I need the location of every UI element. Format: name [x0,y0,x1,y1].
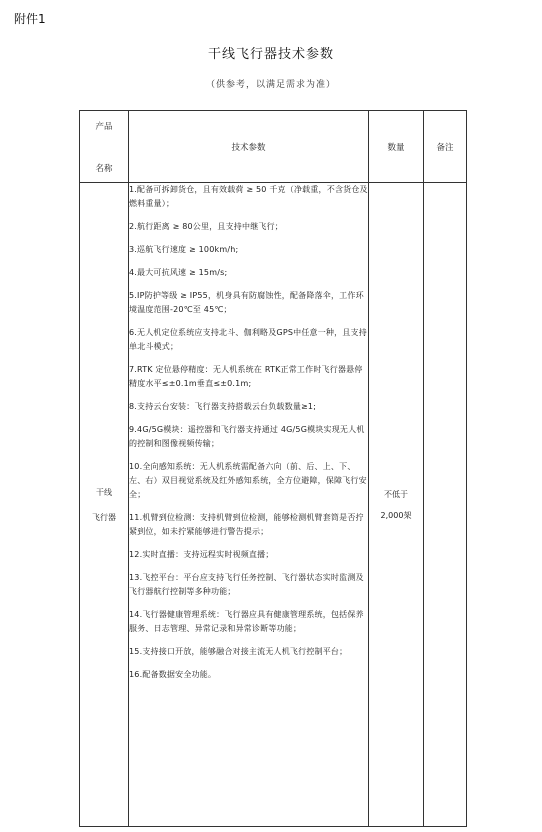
param-item: 4.最大可抗风速 ≥ 15m/s; [129,268,228,277]
param-item: 16.配备数据安全功能。 [129,670,217,679]
param-item: 15.支持接口开放，能够融合对接主流无人机飞行控制平台； [129,647,348,656]
document-subtitle: （供参考，以满足需求为准） [205,80,336,90]
param-item: 3.巡航飞行速度 ≥ 100km/h; [129,245,239,254]
header-quantity: 数量 [369,111,424,183]
remarks-cell [424,183,467,827]
param-item: 12.实时直播：支持远程实时视频直播； [129,550,274,559]
header-product-line1: 产品 [95,121,113,132]
product-name-cell [80,183,129,827]
param-item: 10.全向感知系统：无人机系统需配备六向（前、后、上、下、左、右）双目视觉系统及红外感知系统，全方位避障，保障飞行安全； [129,462,367,499]
param-item: 1.配备可拆卸货仓，且有效载荷 ≥ 50 千克（净载重，不含货仓及燃料重量）； [129,185,368,208]
param-item: 13.飞控平台：平台应支持飞行任务控制、飞行器状态实时监测及飞行器航行控制等多种功能； [129,573,364,596]
quantity-cell [369,183,424,827]
quantity-line1: 不低于 [384,489,408,499]
param-item: 11.机臂到位检测：支持机臂到位检测，能够检测机臂套筒是否拧紧到位，如未拧紧能够进行警告提示； [129,513,364,536]
param-item: 6.无人机定位系统应支持北斗、伽利略及GPS中任意一种，且支持单北斗模式； [129,328,367,351]
param-item: 2.航行距离 ≥ 80公里，且支持中继飞行； [129,222,283,231]
header-product-line2: 名称 [95,163,113,174]
param-item: 7.RTK 定位悬停精度：无人机系统在 RTK正常工作时飞行器悬停精度水平≤±0.1m垂直≤±0.1m; [129,365,363,388]
param-item: 14.飞行器健康管理系统：飞行器应具有健康管理系统，包括保养服务、日志管理、异常记录和异常诊断等功能； [129,610,364,633]
product-name-line2: 飞行器 [92,512,116,522]
param-item: 9.4G/5G模块：遥控器和飞行器支持通过 4G/5G模块实现无人机的控制和图像视频传输； [129,425,365,448]
header-product-name [80,111,129,183]
param-item: 5.IP防护等级 ≥ IP55，机身具有防腐蚀性，配备降落伞，工作环境温度范围-20℃至 45℃； [129,291,364,314]
table-row [80,183,467,827]
document-title: 干线飞行器技术参数 [207,47,334,62]
attachment-label: 附件1 [14,12,46,26]
product-name-line1: 干线 [96,487,112,497]
spec-table [79,110,467,827]
header-params: 技术参数 [129,111,369,183]
param-item: 8.支持云台安装：飞行器支持搭载云台负载数量≥1; [129,402,317,411]
params-cell [129,183,369,827]
quantity-line2: 2,000架 [380,510,412,520]
table-header-row [80,111,467,183]
header-remarks: 备注 [424,111,467,183]
